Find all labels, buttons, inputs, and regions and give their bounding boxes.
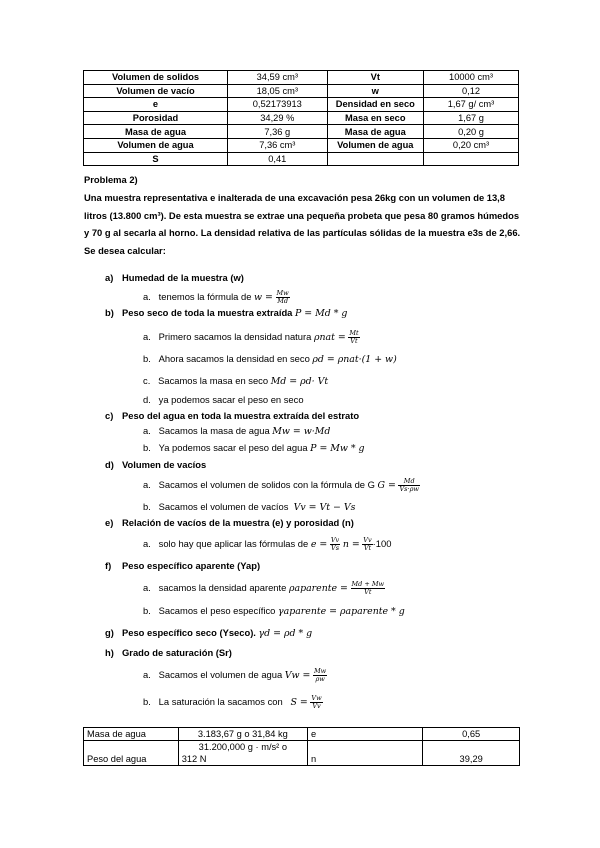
- results-table-1: [83, 70, 519, 166]
- f1-line: a. sacamos la densidad aparente ρaparente = $\frac{Md + Mw}{Vt}$: [143, 580, 385, 596]
- table-cell: 34,59 cm³: [228, 71, 328, 85]
- table-cell: Masa en seco: [327, 111, 423, 125]
- c2-line: b. Ya podemos sacar el peso del agua P = Mw * g: [143, 442, 365, 454]
- table-cell: 0,41: [228, 152, 328, 166]
- table-cell: Masa de agua: [327, 125, 423, 139]
- table-cell: 1,67 g: [424, 111, 519, 125]
- section-d-title: Volumen de vacíos: [122, 459, 207, 470]
- results-table-2: [83, 727, 520, 766]
- table-row: [84, 98, 519, 112]
- table-cell: 39,29: [423, 741, 520, 766]
- section-g-marker: g): [105, 627, 114, 638]
- table-cell: Vt: [327, 71, 423, 85]
- table-row: [84, 84, 519, 98]
- table-cell: S: [84, 152, 228, 166]
- table-cell: 0,12: [424, 84, 519, 98]
- problem-statement: Una muestra representativa e inalterada de una excavación pesa 26kg con un volumen de 13,8 litros (13.800 cm³). De esta muestra se extrae una pequeña probeta que pesa 80 gramos húmedos y 70 g al secarla al horno. La densidad relativa de las partículas sólidas de la muestra e3s de 2,66. Se desea calcular:: [84, 192, 521, 256]
- b3-line: c. Sacamos la masa en seco Md = ρd· Vt: [143, 375, 329, 387]
- table-cell: 0,20 g: [424, 125, 519, 139]
- section-e-title: Relación de vacíos de la muestra (e) y porosidad (n): [122, 517, 354, 528]
- table-row: [84, 138, 519, 152]
- a1-line: a. tenemos la fórmula de w = $\frac{Mw}{Md}$: [143, 289, 289, 305]
- section-b-line: Peso seco de toda la muestra extraída P = Md * g: [122, 307, 348, 319]
- table-cell: 1,67 g/ cm³: [424, 98, 519, 112]
- table-cell: [327, 152, 423, 166]
- section-f-title: Peso específico aparente (Yap): [122, 560, 261, 571]
- table-cell: Volumen de agua: [84, 138, 228, 152]
- table-cell: Densidad en seco: [327, 98, 423, 112]
- c1-line: a. Sacamos la masa de agua Mw = w·Md: [143, 425, 331, 437]
- b1-line: a. Primero sacamos la densidad natura ρnat = $\frac{Mt}{Vt}$: [143, 329, 359, 345]
- h1-line: a. Sacamos el volumen de agua Vw = $\frac{Mw}{\rho w}$: [143, 667, 327, 683]
- table-cell: Peso del agua: [84, 741, 179, 766]
- table-cell: Volumen de solidos: [84, 71, 228, 85]
- section-b-marker: b): [105, 307, 114, 318]
- section-h-marker: h): [105, 647, 114, 658]
- table-cell: 7,36 g: [228, 125, 328, 139]
- table-row: [84, 741, 520, 766]
- table-cell: e: [84, 98, 228, 112]
- f2-line: b. Sacamos el peso específico γaparente = ρaparente * g: [143, 605, 405, 617]
- table-row: [84, 728, 520, 741]
- section-d-marker: d): [105, 459, 114, 470]
- table-row: [84, 152, 519, 166]
- section-c-marker: c): [105, 410, 114, 421]
- table-cell: 3.183,67 g o 31,84 kg: [178, 728, 307, 741]
- section-c-title: Peso del agua en toda la muestra extraída del estrato: [122, 410, 360, 421]
- table-cell: 18,05 cm³: [228, 84, 328, 98]
- d2-line: b. Sacamos el volumen de vacíos Vv = Vt − Vs: [143, 501, 356, 513]
- table-cell: 7,36 cm³: [228, 138, 328, 152]
- section-a-marker: a): [105, 272, 114, 283]
- table-cell: 0,65: [423, 728, 520, 741]
- h2-line: b. La saturación la sacamos con S = $\frac{Vw}{Vv}$: [143, 694, 322, 710]
- table-cell: 31.200,000 g · m/s² o 312 N: [178, 741, 307, 766]
- table-cell: Volumen de vacío: [84, 84, 228, 98]
- section-e-marker: e): [105, 517, 114, 528]
- section-a-title: Humedad de la muestra (w): [122, 272, 244, 283]
- table-cell: Porosidad: [84, 111, 228, 125]
- section-h-title: Grado de saturación (Sr): [122, 647, 232, 658]
- table-cell: e: [308, 728, 423, 741]
- table-cell: 0,52173913: [228, 98, 328, 112]
- section-g-line: Peso específico seco (Yseco). γd = ρd * g: [122, 627, 313, 639]
- b2-line: b. Ahora sacamos la densidad en seco ρd = ρnat·(1 + w): [143, 353, 397, 365]
- table-cell: 0,20 cm³: [424, 138, 519, 152]
- section-f-marker: f): [105, 560, 112, 571]
- table-cell: Masa de agua: [84, 125, 228, 139]
- table-row: [84, 125, 519, 139]
- problem-title: Problema 2): [84, 174, 138, 185]
- table-cell: Volumen de agua: [327, 138, 423, 152]
- d1-line: a. Sacamos el volumen de solidos con la fórmula de G G = $\frac{Md}{Vs\cdot\rho w}$: [143, 477, 419, 493]
- table-cell: 34,29 %: [228, 111, 328, 125]
- table-row: [84, 71, 519, 85]
- b4-line: d. ya podemos sacar el peso en seco: [143, 394, 304, 405]
- table-cell: w: [327, 84, 423, 98]
- e1-line: a. solo hay que aplicar las fórmulas de e = $\frac{Vv}{Vs}$ n = $\frac{Vv}{Vt}$ ·100: [143, 536, 392, 552]
- table-cell: n: [308, 741, 423, 766]
- table-cell: [424, 152, 519, 166]
- table-row: [84, 111, 519, 125]
- table-cell: 10000 cm³: [424, 71, 519, 85]
- table-cell: Masa de agua: [84, 728, 179, 741]
